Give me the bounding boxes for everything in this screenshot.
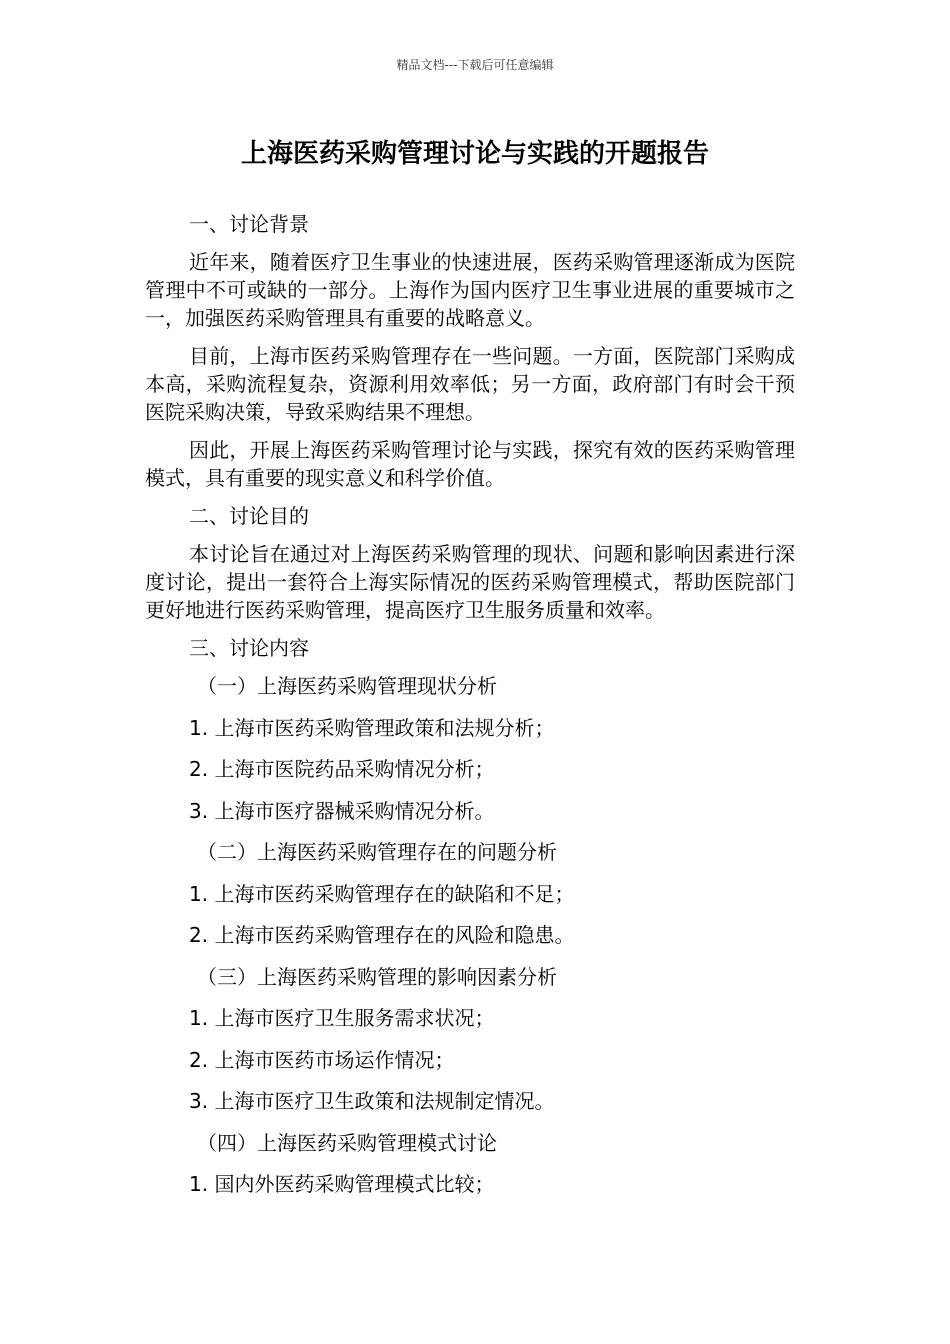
body-paragraph: 本讨论旨在通过对上海医药采购管理的现状、问题和影响因素进行深度讨论，提出一套符合上海实际情况的医药采购管理模式，帮助医院部门更好地进行医药采购管理，提高医疗卫生服务质量和效率。 (145, 542, 795, 622)
list-item: 2. 上海市医药采购管理存在的风险和隐患。 (189, 923, 575, 947)
body-paragraph: 近年来，随着医疗卫生事业的快速进展，医药采购管理逐渐成为医院管理中不可或缺的一部分。上海作为国内医疗卫生事业进展的重要城市之一，加强医药采购管理具有重要的战略意义。 (145, 250, 795, 330)
document-body (145, 210, 795, 1212)
body-paragraph: 目前，上海市医药采购管理存在一些问题。一方面，医院部门采购成本高，采购流程复杂，资源利用效率低；另一方面，政府部门有时会干预医院采购决策，导致采购结果不理想。 (145, 344, 795, 424)
list-item: 3. 上海市医疗器械采购情况分析。 (189, 798, 495, 823)
list-item: 1. 上海市医药采购管理存在的缺陷和不足； (189, 881, 575, 906)
subsection-heading: （四）上海医药采购管理模式讨论 (197, 1130, 497, 1155)
header-note: 精品文档---下载后可任意编辑 (396, 58, 554, 72)
list-item: 2. 上海市医院药品采购情况分析； (189, 757, 495, 781)
subsection-heading: （二）上海医药采购管理存在的问题分析 (197, 840, 557, 864)
list-item: 1. 上海市医疗卫生服务需求状况； (189, 1006, 495, 1030)
list-item: 1. 上海市医药采购管理政策和法规分析； (189, 715, 555, 740)
list-item: 3. 上海市医疗卫生政策和法规制定情况。 (189, 1089, 555, 1113)
body-paragraph: 因此，开展上海医药采购管理讨论与实践，探究有效的医药采购管理模式，具有重要的现实意义和科学价值。 (145, 438, 795, 490)
document-title: 上海医药采购管理讨论与实践的开题报告 (240, 139, 709, 169)
subsection-heading: （三）上海医药采购管理的影响因素分析 (197, 964, 557, 989)
section-heading-content: 三、讨论内容 (189, 636, 309, 660)
list-item: 1. 国内外医药采购管理模式比较； (189, 1172, 495, 1196)
list-item: 2. 上海市医药市场运作情况； (189, 1047, 455, 1072)
subsection-heading: （一）上海医药采购管理现状分析 (197, 674, 497, 698)
section-heading-background: 一、讨论背景 (189, 212, 309, 236)
section-heading-purpose: 二、讨论目的 (189, 504, 309, 528)
